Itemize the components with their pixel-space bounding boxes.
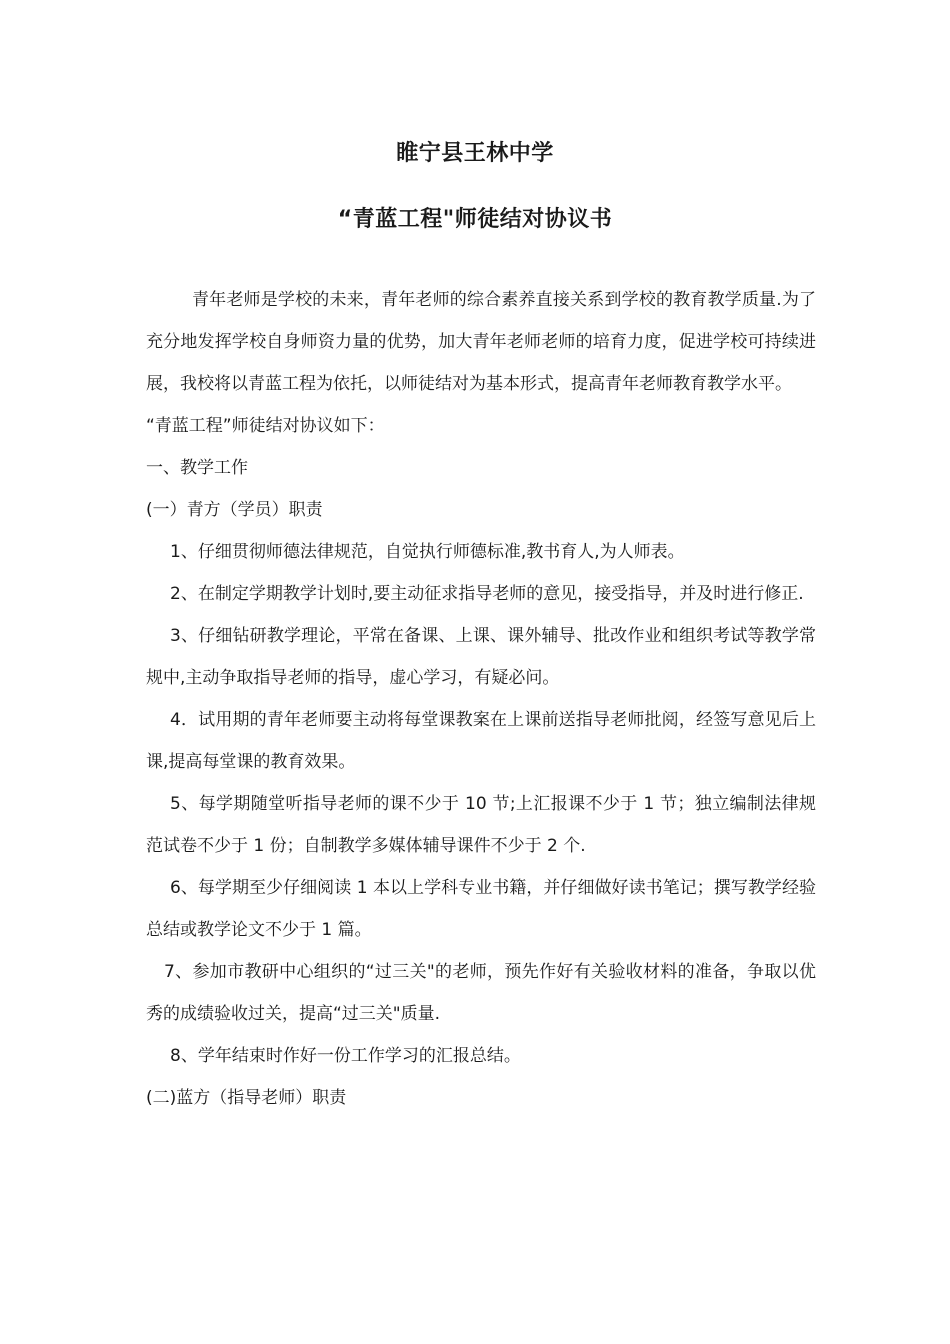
document-body bbox=[146, 279, 816, 1119]
list-item: 5、每学期随堂听指导老师的课不少于 10 节;上汇报课不少于 1 节；独立编制法律规范试卷不少于 1 份；自制教学多媒体辅导课件不少于 2 个. bbox=[146, 794, 816, 856]
agreement-intro: “青蓝工程”师徒结对协议如下： bbox=[146, 416, 385, 436]
list-item: 1、仔细贯彻师德法律规范，自觉执行师德标准,教书育人,为人师表。 bbox=[170, 542, 685, 562]
intro-paragraph: 青年老师是学校的未来，青年老师的综合素养直接关系到学校的教育教学质量.为了充分地发挥学校自身师资力量的优势，加大青年老师老师的培育力度，促进学校可持续进展，我校将以青蓝工程为依托，以师徒结对为基本形式，提高青年老师教育教学水平。 bbox=[146, 290, 816, 394]
list-item: 3、仔细钻研教学理论，平常在备课、上课、课外辅导、批改作业和组织考试等教学常规中,主动争取指导老师的指导，虚心学习，有疑必问。 bbox=[146, 626, 816, 688]
list-item: 2、在制定学期教学计划时,要主动征求指导老师的意见，接受指导，并及时进行修正. bbox=[170, 584, 804, 604]
list-item: 7、参加市教研中心组织的“过三关"的老师，预先作好有关验收材料的准备，争取以优秀的成绩验收过关，提高“过三关"质量. bbox=[146, 962, 816, 1024]
list-item: 4．试用期的青年老师要主动将每堂课教案在上课前送指导老师批阅，经签写意见后上课,提高每堂课的教育效果。 bbox=[146, 710, 816, 772]
subsection-heading-trainee: (一）青方（学员）职责 bbox=[146, 500, 323, 520]
subsection-heading-mentor: (二)蓝方（指导老师）职责 bbox=[146, 1088, 347, 1108]
document-title-agreement: “青蓝工程"师徒结对协议书 bbox=[337, 207, 613, 232]
list-item: 6、每学期至少仔细阅读 1 本以上学科专业书籍，并仔细做好读书笔记；撰写教学经验总结或教学论文不少于 1 篇。 bbox=[146, 878, 816, 940]
list-item: 8、学年结束时作好一份工作学习的汇报总结。 bbox=[170, 1046, 521, 1066]
section-heading-teaching: 一、教学工作 bbox=[146, 458, 248, 478]
document-title-school: 睢宁县王林中学 bbox=[396, 141, 554, 166]
